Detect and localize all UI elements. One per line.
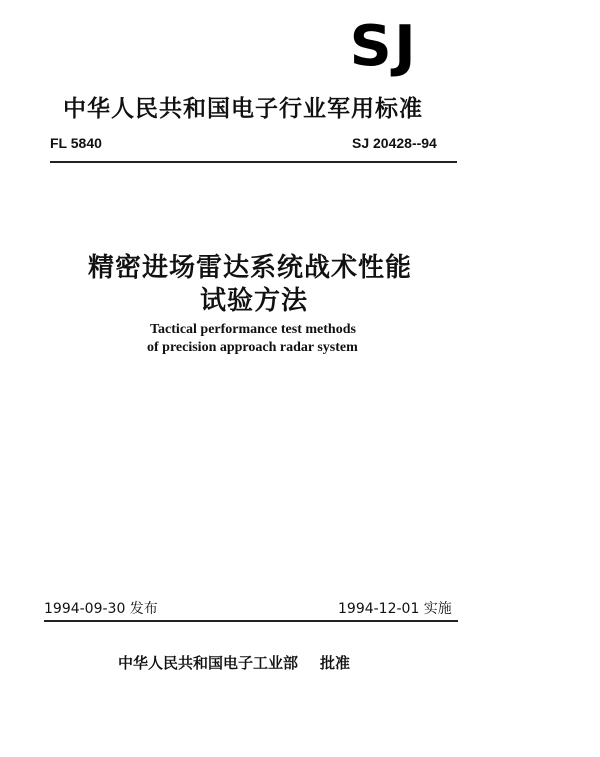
standard-type-heading: 中华人民共和国电子行业军用标准 (63, 96, 423, 122)
classification-code: FL 5840 (50, 135, 102, 151)
footer-divider (44, 620, 458, 622)
issue-date: 1994-09-30 发布 (44, 601, 158, 617)
approving-authority: 中华人民共和国电子工业部 (118, 654, 299, 672)
title-english-line2: of precision approach radar system (147, 340, 358, 355)
sj-logo: SJ (349, 14, 418, 79)
title-english-line1: Tactical performance test methods (150, 322, 356, 337)
implementation-date: 1994-12-01 实施 (338, 601, 452, 617)
standard-number: SJ 20428--94 (352, 135, 437, 151)
header-divider (50, 161, 457, 163)
approval-line (118, 652, 350, 673)
title-chinese-line1: 精密进场雷达系统战术性能 (88, 253, 413, 283)
title-chinese-line2: 试验方法 (200, 286, 309, 316)
approval-action: 批准 (320, 654, 351, 672)
